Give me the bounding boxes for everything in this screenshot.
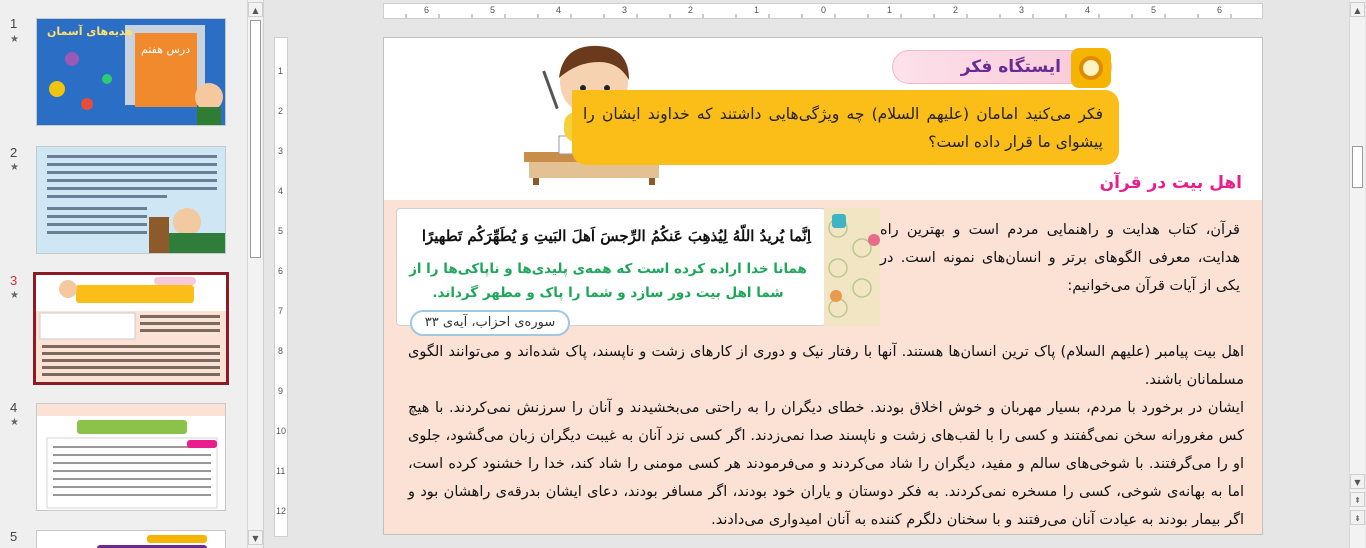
ruler-label: 5 <box>278 226 284 236</box>
slide-star-icon: ★ <box>10 417 19 428</box>
slide-thumbnail-5[interactable] <box>36 530 226 548</box>
ruler-label: 2 <box>278 106 284 116</box>
verse-card <box>396 208 826 326</box>
ruler-label: 9 <box>278 386 284 396</box>
question-text: فکر می‌کنید امامان (علیهم السلام) چه ویژگی‌هایی داشتند که خداوند ایشان را پیشوای ما قرار داده است؟ <box>583 105 1103 151</box>
slide-3-preview <box>36 275 226 383</box>
verse-translation: همانا خدا اراده کرده است که همه‌ی پلیدی‌ها و ناپاکی‌ها را از شما اهل بیت دور سازد و شما را پاک و مطهر گرداند. <box>409 261 807 301</box>
ruler-label: 1 <box>754 5 760 15</box>
flower-badge-icon <box>1071 48 1111 88</box>
question-box <box>572 90 1119 165</box>
slide-star-icon: ★ <box>10 290 19 301</box>
slide-number: 4 <box>10 400 18 415</box>
next-slide-icon[interactable]: ⇟ <box>1350 510 1365 525</box>
scroll-up-arrow-icon[interactable]: ▲ <box>248 2 263 17</box>
paragraph-1: اهل بیت پیامبر (علیهم السلام) پاک ترین انسان‌ها هستند. آنها با رفتار نیک و دوری از کارهای زشت و ناپسند، پاک شده‌اند و می‌توانند الگوی مسلمانان باشند. <box>408 344 1244 388</box>
ruler-label: 3 <box>278 146 284 156</box>
ruler-label: 3 <box>622 5 628 15</box>
lesson-label: درس هفتم <box>141 43 191 56</box>
slide-thumbnail-4[interactable] <box>36 403 226 511</box>
ruler-label: 6 <box>424 5 430 15</box>
ruler-label: 2 <box>688 5 694 15</box>
ruler-label: 0 <box>821 5 827 15</box>
decorative-pattern-icon <box>824 208 880 326</box>
ruler-label: 5 <box>1151 5 1157 15</box>
book-title: هدیه‌های آسمان <box>47 25 133 38</box>
previous-slide-icon[interactable]: ⇞ <box>1350 492 1365 507</box>
ruler-label: 6 <box>1217 5 1223 15</box>
slide-canvas[interactable] <box>383 37 1263 535</box>
slide-number: 3 <box>10 273 18 288</box>
slide-number: 2 <box>10 145 18 160</box>
slide-thumbnail-1[interactable] <box>36 18 226 126</box>
slide-thumbnail-pane <box>0 0 264 548</box>
scroll-down-arrow-icon[interactable]: ▼ <box>1350 474 1365 489</box>
slide-2-preview <box>37 147 226 254</box>
ruler-label: 10 <box>276 426 287 436</box>
paragraph-2: ایشان در برخورد با مردم، بسیار مهربان و خوش اخلاق بودند. خطای دیگران را به راحتی می‌بخشیدند و آنان را سرزنش نمی‌کردند. با هیچ کس مغرورانه سخن نمی‌گفتند و کسی را با لقب‌های زشت و ناپسند صدا نمی‌زدند. اگر کسی نزد آنان به غیبت دیگران زبان می‌گشود، جلوی او را می‌گرفتند. با شوخی‌های سالم و مفید، دیگران را شاد می‌کردند و می‌فرمودند هر کسی مومنی را شاد کند، خدا را خشنود کرده است، اما به بهانه‌ی شوخی، کسی را مسخره نمی‌کردند. به فکر دوستان و یاران خود بودند، اگر مسافر بودند، دعای ایشان بدرقه‌ی راهشان بود و اگر بیمار بودند به عیادت آنان می‌رفتند و با سخنان دلگرم کننده به آنان امیدواری می‌دادند. <box>408 400 1244 528</box>
ruler-label: 4 <box>278 186 284 196</box>
body-text <box>408 338 1244 534</box>
horizontal-ruler <box>383 3 1263 19</box>
verse-arabic: اِنَّما یُریدُ اللّهُ لِیُذهِبَ عَنکُمُ الرِّجسَ اَهلَ البَیتِ وَ یُطَهِّرَکُم تَطهیرًا <box>421 227 811 245</box>
slide-thumbnail-3[interactable] <box>33 272 229 385</box>
ruler-label: 4 <box>1085 5 1091 15</box>
slide-4-preview <box>37 404 226 511</box>
verse-source: سوره‌ی احزاب، آیه‌ی ۳۳ <box>410 310 570 336</box>
thumbnail-scrollbar[interactable] <box>247 0 263 548</box>
ruler-label: 3 <box>1019 5 1025 15</box>
editor-scrollbar[interactable] <box>1349 0 1365 548</box>
ruler-label: 8 <box>278 346 284 356</box>
slide-5-preview <box>37 531 226 548</box>
scroll-up-arrow-icon[interactable]: ▲ <box>1350 2 1365 17</box>
scroll-thumb[interactable] <box>250 20 261 258</box>
fikr-station-title: ایستگاه فکر <box>960 57 1061 77</box>
ruler-label: 6 <box>278 266 284 276</box>
ruler-label: 11 <box>276 466 286 476</box>
slide-star-icon: ★ <box>10 162 19 173</box>
intro-paragraph: قرآن، کتاب هدایت و راهنمایی مردم است و بهترین راه هدایت، معرفی الگوهای برتر و انسان‌های نمونه است. در یکی از آیات قرآن می‌خوانیم: <box>880 222 1240 294</box>
ruler-label: 1 <box>278 66 284 76</box>
slide-number: 5 <box>10 529 18 544</box>
section-heading: اهل بیت در قرآن <box>1099 173 1242 193</box>
ruler-label: 7 <box>278 306 284 316</box>
ruler-label: 12 <box>276 506 287 516</box>
slide-number: 1 <box>10 16 18 31</box>
ruler-label: 5 <box>490 5 496 15</box>
ruler-label: 4 <box>556 5 562 15</box>
vertical-ruler <box>274 37 288 537</box>
ruler-label: 1 <box>887 5 893 15</box>
ruler-label: 2 <box>953 5 959 15</box>
scroll-down-arrow-icon[interactable]: ▼ <box>248 530 263 545</box>
scroll-thumb[interactable] <box>1352 146 1363 188</box>
slide-thumbnail-2[interactable] <box>36 146 226 254</box>
slide-star-icon: ★ <box>10 34 19 45</box>
